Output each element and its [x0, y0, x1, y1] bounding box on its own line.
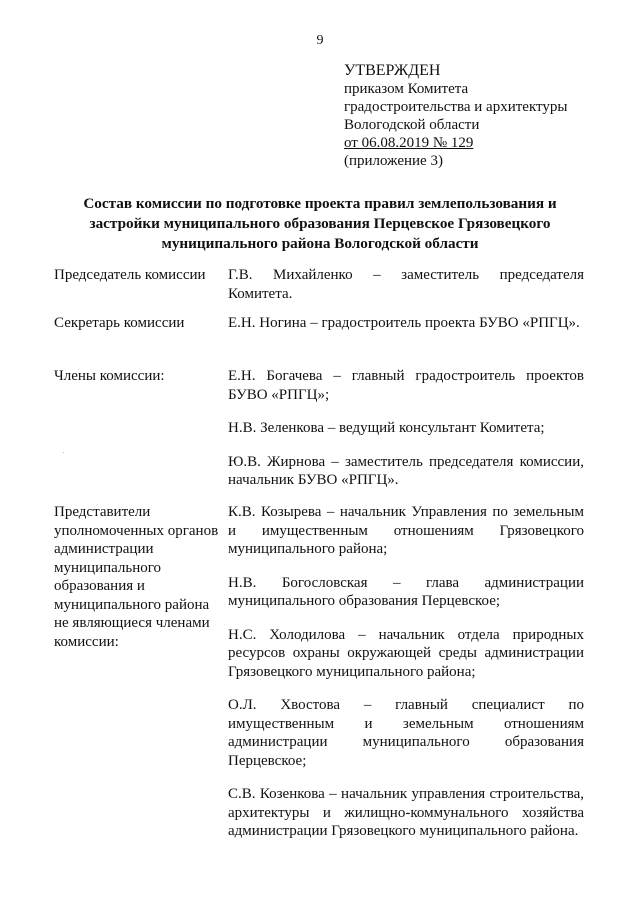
members-list — [228, 266, 584, 303]
member-entry: Н.В. Зеленкова – ведущий консультант Комитета; — [228, 420, 545, 436]
title-line: муниципального района Вологодской области — [161, 235, 479, 252]
commission-roster — [54, 266, 584, 856]
role-label-chair: Председатель комиссии — [54, 267, 206, 283]
roster-row-secretary — [54, 314, 584, 367]
document-title — [40, 194, 600, 254]
member-entry: Н.В. Богословская – глава администрации муниципального образования Перцевское; — [228, 574, 584, 609]
member-entry: О.Л. Хвостова – главный специалист по имущественным и земельным отношениям администрации муниципального образования Перцевское; — [228, 697, 584, 769]
member-entry: Ю.В. Жирнова – заместитель председателя комиссии, начальник БУВО «РПГЦ». — [228, 453, 584, 488]
member-entry: Г.В. Михайленко – заместитель председателя Комитета. — [228, 267, 584, 302]
title-line: Состав комиссии по подготовке проекта правил землепользования и — [83, 195, 557, 212]
approval-line: приказом Комитета — [344, 81, 469, 97]
member-entry: Н.С. Холодилова – начальник отдела природных ресурсов охраны окружающей среды администрации Грязовецкого муниципального района; — [228, 626, 584, 680]
approval-line: градостроительства и архитектуры — [344, 99, 568, 115]
approval-order-date: от 06.08.2019 № 129 — [344, 135, 474, 151]
member-entry: К.В. Козырева – начальник Управления по земельным и имущественным отношениям Грязовецкого муниципального района; — [228, 504, 584, 557]
roster-row-representatives — [54, 503, 584, 841]
members-list — [228, 314, 584, 333]
member-entry: Е.Н. Богачева – главный градостроитель проектов БУВО «РПГЦ»; — [228, 368, 584, 403]
role-label-secretary: Секретарь комиссии — [54, 315, 185, 331]
member-entry: Е.Н. Ногина – градостроитель проекта БУВО «РПГЦ». — [228, 315, 580, 331]
role-label-representatives: Представители уполномоченных органов администрации муниципального образования и муниципального района не являющиеся членами комиссии: — [54, 504, 219, 650]
role-label-members: Члены комиссии: — [54, 368, 165, 384]
approval-stamp-block — [344, 62, 567, 170]
members-list — [228, 367, 584, 490]
page-number: 9 — [316, 33, 324, 48]
roster-row-members — [54, 367, 584, 503]
member-entry: С.В. Козенкова – начальник управления строительства, архитектуры и жилищно-коммунального хозяйства администрации Грязовецкого муниципального района. — [228, 786, 584, 839]
members-list — [228, 503, 584, 841]
title-line: застройки муниципального образования Перцевское Грязовецкого — [89, 215, 551, 232]
approval-stamp-heading: УТВЕРЖДЕН — [344, 62, 441, 79]
roster-row-chair — [54, 266, 584, 314]
approval-line: Вологодской области — [344, 117, 480, 133]
scan-speck — [63, 452, 64, 453]
approval-appendix-note: (приложение 3) — [344, 153, 443, 169]
